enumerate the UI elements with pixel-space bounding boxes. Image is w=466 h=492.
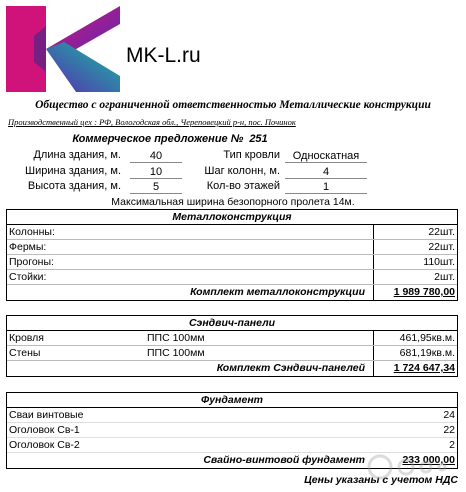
row-value: 24 (443, 409, 455, 421)
width-label: Ширина здания, м. (25, 165, 121, 177)
row-value: 461,95кв.м. (399, 332, 455, 344)
length-value: 40 (130, 149, 182, 163)
table-row (7, 255, 457, 270)
row-name: Прогоны: (9, 256, 54, 268)
row-name: Фермы: (9, 241, 47, 253)
table-row (7, 331, 457, 346)
foundation-title: Фундамент (7, 393, 457, 408)
company-name: Общество с ограниченной ответственностью Металлические конструкции (35, 99, 431, 111)
row-name: Оголовок Св-1 (9, 424, 80, 436)
row-name: Кровля (9, 332, 44, 344)
offer-title (0, 133, 340, 145)
mk-logo (6, 6, 120, 92)
row-value: 2шт. (434, 271, 455, 283)
metal-title: Металлоконструкция (7, 210, 457, 225)
total-value: 233 000,00 (402, 454, 455, 466)
total-label: Комплект металлоконструкции (190, 286, 365, 298)
height-label: Высота здания, м. (27, 180, 121, 192)
length-label: Длина здания, м. (33, 149, 121, 161)
total-value: 1 724 647,34 (393, 362, 455, 374)
row-value: 2 (449, 439, 455, 451)
brand-name: MK-L.ru (126, 44, 201, 67)
total-label: Свайно-винтовой фундамент (203, 454, 365, 466)
total-row (7, 361, 457, 376)
offer-label: Коммерческое предложение № (72, 133, 244, 145)
column-step-label: Шаг колонн, м. (204, 165, 280, 177)
width-value: 10 (130, 165, 182, 179)
table-row (7, 346, 457, 361)
row-name: Оголовок Св-2 (9, 439, 80, 451)
row-value: 22 (443, 424, 455, 436)
table-row (7, 240, 457, 255)
row-name: Стойки: (9, 271, 47, 283)
row-value: 110шт. (423, 256, 455, 268)
table-row (7, 408, 457, 423)
row-value: 22шт. (428, 226, 455, 238)
table-row (7, 225, 457, 240)
vat-note: Цены указаны с учетом НДС (304, 474, 458, 486)
sandwich-title: Сэндвич-панели (7, 316, 457, 331)
row-material: ППС 100мм (147, 332, 205, 344)
table-row (7, 423, 457, 438)
span-note: Максимальная ширина безопорного пролета 14м. (111, 196, 355, 208)
floors-value: 1 (285, 180, 367, 194)
roof-label: Тип кровли (223, 149, 280, 161)
floors-label: Кол-во этажей (206, 180, 280, 192)
total-value: 1 989 780,00 (393, 286, 455, 298)
watermark-icon (360, 444, 464, 490)
sandwich-table (6, 315, 458, 377)
row-material: ППС 100мм (147, 347, 205, 359)
table-row (7, 270, 457, 285)
metal-table (6, 209, 458, 301)
roof-value: Односкатная (285, 149, 367, 163)
column-step-value: 4 (285, 165, 367, 179)
row-value: 681,19кв.м. (399, 347, 455, 359)
row-name: Стены (9, 347, 41, 359)
row-value: 22шт. (428, 241, 455, 253)
total-row (7, 285, 457, 300)
company-address: Производственный цех : РФ, Вологодская обл., Череповецкий р-н, пос. Починок (8, 117, 296, 127)
row-name: Колонны: (9, 226, 55, 238)
total-label: Комплект Сэндвич-панелей (216, 362, 365, 374)
height-value: 5 (130, 180, 182, 194)
offer-number: 251 (249, 133, 268, 145)
row-name: Сваи винтовые (9, 409, 84, 421)
